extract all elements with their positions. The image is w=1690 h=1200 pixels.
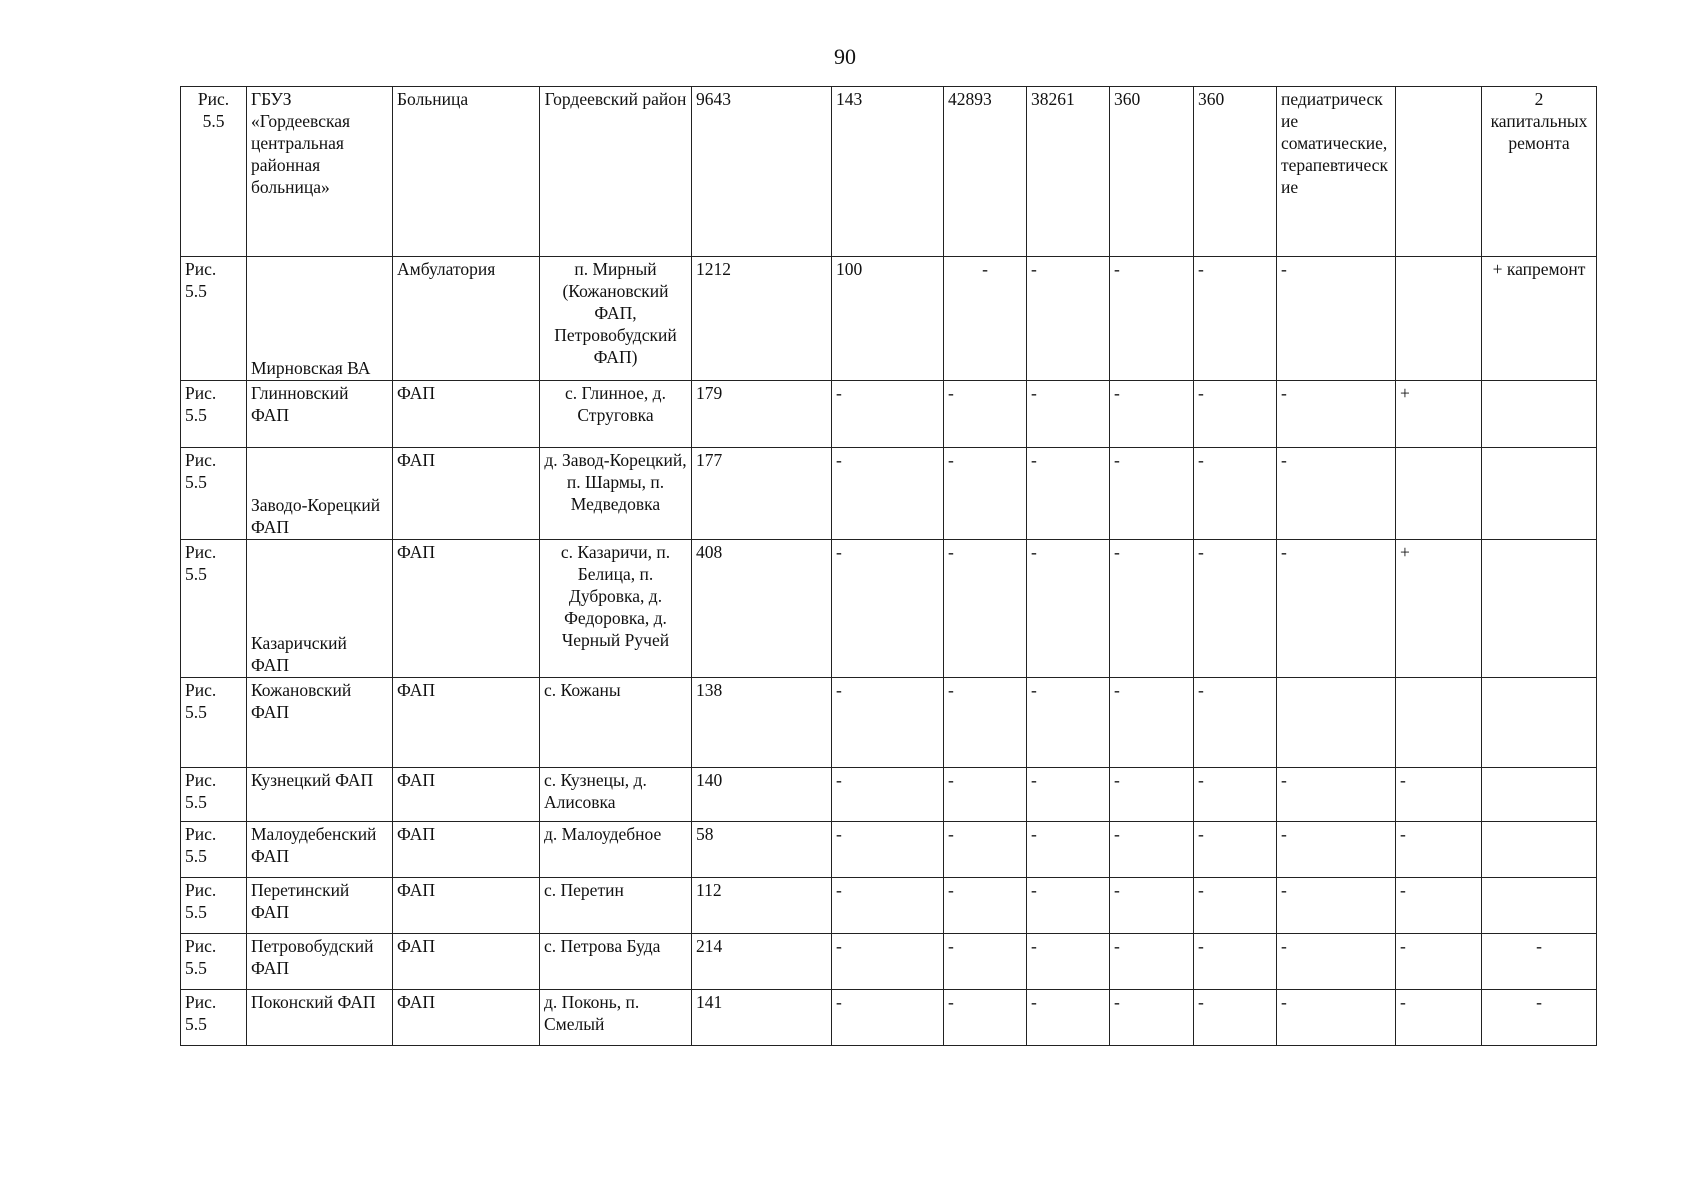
value-cell-12: +	[1396, 381, 1482, 448]
value-cell-8: 38261	[1027, 87, 1110, 257]
value-cell-6: -	[832, 381, 944, 448]
value-cell-5: 214	[692, 934, 832, 990]
value-cell-12	[1396, 257, 1482, 381]
value-cell-12: -	[1396, 768, 1482, 822]
value-cell-9: -	[1110, 678, 1194, 768]
profile-cell: -	[1277, 540, 1396, 678]
repair-cell: -	[1482, 934, 1597, 990]
value-cell-12: -	[1396, 990, 1482, 1046]
page-number: 90	[834, 44, 856, 69]
location-cell: с. Петрова Буда	[540, 934, 692, 990]
location-cell: с. Кузнецы, д. Алисовка	[540, 768, 692, 822]
value-cell-9: 360	[1110, 87, 1194, 257]
repair-cell: 2 капитальных ремонта	[1482, 87, 1597, 257]
figure-ref-cell: Рис. 5.5	[181, 448, 247, 540]
figure-ref-cell: Рис. 5.5	[181, 768, 247, 822]
value-cell-7: -	[944, 768, 1027, 822]
facility-name-cell: Мирновская ВА	[247, 257, 393, 381]
figure-ref-cell: Рис. 5.5	[181, 990, 247, 1046]
facility-type-cell: ФАП	[393, 934, 540, 990]
value-cell-12	[1396, 678, 1482, 768]
value-cell-7: -	[944, 678, 1027, 768]
value-cell-9: -	[1110, 381, 1194, 448]
profile-cell: -	[1277, 768, 1396, 822]
value-cell-6: -	[832, 540, 944, 678]
facility-name-cell: Петровобудский ФАП	[247, 934, 393, 990]
value-cell-7: -	[944, 448, 1027, 540]
figure-ref-cell: Рис. 5.5	[181, 934, 247, 990]
table-row	[181, 87, 1597, 257]
location-cell: Гордеевский район	[540, 87, 692, 257]
facility-name-cell: Малоудебенский ФАП	[247, 822, 393, 878]
value-cell-5: 1212	[692, 257, 832, 381]
value-cell-10: -	[1194, 540, 1277, 678]
location-cell: д. Завод-Корецкий, п. Шармы, п. Медведовка	[540, 448, 692, 540]
value-cell-5: 58	[692, 822, 832, 878]
value-cell-9: -	[1110, 768, 1194, 822]
table-row	[181, 990, 1597, 1046]
location-cell: с. Перетин	[540, 878, 692, 934]
facility-name-cell: ГБУЗ «Гордеевская центральная районная больница»	[247, 87, 393, 257]
value-cell-12: -	[1396, 934, 1482, 990]
repair-cell	[1482, 540, 1597, 678]
facility-name-cell: Казаричский ФАП	[247, 540, 393, 678]
value-cell-10: 360	[1194, 87, 1277, 257]
facility-name-cell: Кузнецкий ФАП	[247, 768, 393, 822]
figure-ref-cell: Рис. 5.5	[181, 822, 247, 878]
value-cell-8: -	[1027, 878, 1110, 934]
value-cell-6: -	[832, 448, 944, 540]
table-row	[181, 448, 1597, 540]
value-cell-12	[1396, 448, 1482, 540]
value-cell-10: -	[1194, 448, 1277, 540]
value-cell-7: -	[944, 878, 1027, 934]
profile-cell: -	[1277, 990, 1396, 1046]
figure-ref-cell: Рис. 5.5	[181, 257, 247, 381]
table-row	[181, 934, 1597, 990]
value-cell-9: -	[1110, 990, 1194, 1046]
figure-ref-cell: Рис. 5.5	[181, 381, 247, 448]
value-cell-5: 177	[692, 448, 832, 540]
profile-cell: педиатрические соматические, терапевтические	[1277, 87, 1396, 257]
value-cell-7: -	[944, 257, 1027, 381]
value-cell-5: 138	[692, 678, 832, 768]
facility-name-cell: Заводо-Корецкий ФАП	[247, 448, 393, 540]
profile-cell	[1277, 678, 1396, 768]
repair-cell	[1482, 768, 1597, 822]
facility-name-cell: Кожановский ФАП	[247, 678, 393, 768]
value-cell-5: 408	[692, 540, 832, 678]
facility-type-cell: ФАП	[393, 768, 540, 822]
profile-cell: -	[1277, 822, 1396, 878]
facility-type-cell: ФАП	[393, 990, 540, 1046]
repair-cell	[1482, 381, 1597, 448]
value-cell-6: 143	[832, 87, 944, 257]
value-cell-6: -	[832, 822, 944, 878]
value-cell-8: -	[1027, 678, 1110, 768]
value-cell-5: 112	[692, 878, 832, 934]
value-cell-10: -	[1194, 678, 1277, 768]
value-cell-5: 141	[692, 990, 832, 1046]
value-cell-12: +	[1396, 540, 1482, 678]
facility-type-cell: Больница	[393, 87, 540, 257]
value-cell-8: -	[1027, 257, 1110, 381]
value-cell-9: -	[1110, 257, 1194, 381]
table-row	[181, 678, 1597, 768]
value-cell-6: -	[832, 990, 944, 1046]
location-cell: с. Глинное, д. Струговка	[540, 381, 692, 448]
table-row	[181, 257, 1597, 381]
value-cell-8: -	[1027, 540, 1110, 678]
repair-cell	[1482, 878, 1597, 934]
location-cell: д. Поконь, п. Смелый	[540, 990, 692, 1046]
facility-name-cell: Перетинский ФАП	[247, 878, 393, 934]
value-cell-8: -	[1027, 768, 1110, 822]
profile-cell: -	[1277, 257, 1396, 381]
repair-cell	[1482, 448, 1597, 540]
value-cell-10: -	[1194, 990, 1277, 1046]
table-row	[181, 768, 1597, 822]
value-cell-8: -	[1027, 822, 1110, 878]
profile-cell: -	[1277, 934, 1396, 990]
table-row	[181, 540, 1597, 678]
table-row	[181, 878, 1597, 934]
value-cell-6: -	[832, 678, 944, 768]
value-cell-5: 140	[692, 768, 832, 822]
value-cell-6: -	[832, 934, 944, 990]
facilities-table	[180, 86, 1597, 1046]
facility-type-cell: ФАП	[393, 448, 540, 540]
value-cell-8: -	[1027, 990, 1110, 1046]
value-cell-9: -	[1110, 878, 1194, 934]
value-cell-7: -	[944, 934, 1027, 990]
location-cell: с. Кожаны	[540, 678, 692, 768]
facility-type-cell: ФАП	[393, 878, 540, 934]
figure-ref-cell: Рис. 5.5	[181, 678, 247, 768]
repair-cell: -	[1482, 990, 1597, 1046]
facility-type-cell: ФАП	[393, 678, 540, 768]
value-cell-6: -	[832, 878, 944, 934]
profile-cell: -	[1277, 878, 1396, 934]
figure-ref-cell: Рис. 5.5	[181, 878, 247, 934]
facility-type-cell: Амбулатория	[393, 257, 540, 381]
value-cell-5: 179	[692, 381, 832, 448]
value-cell-5: 9643	[692, 87, 832, 257]
value-cell-7: -	[944, 381, 1027, 448]
value-cell-9: -	[1110, 934, 1194, 990]
facility-name-cell: Глинновский ФАП	[247, 381, 393, 448]
profile-cell: -	[1277, 448, 1396, 540]
value-cell-10: -	[1194, 822, 1277, 878]
figure-ref-cell: Рис. 5.5	[181, 87, 247, 257]
repair-cell: + капремонт	[1482, 257, 1597, 381]
value-cell-12: -	[1396, 822, 1482, 878]
location-cell: д. Малоудебное	[540, 822, 692, 878]
value-cell-6: 100	[832, 257, 944, 381]
value-cell-8: -	[1027, 381, 1110, 448]
table-row	[181, 822, 1597, 878]
value-cell-10: -	[1194, 257, 1277, 381]
facility-type-cell: ФАП	[393, 381, 540, 448]
value-cell-8: -	[1027, 448, 1110, 540]
value-cell-9: -	[1110, 448, 1194, 540]
value-cell-7: -	[944, 990, 1027, 1046]
value-cell-7: -	[944, 540, 1027, 678]
facility-name-cell: Поконский ФАП	[247, 990, 393, 1046]
facility-type-cell: ФАП	[393, 540, 540, 678]
value-cell-8: -	[1027, 934, 1110, 990]
profile-cell: -	[1277, 381, 1396, 448]
value-cell-7: -	[944, 822, 1027, 878]
figure-ref-cell: Рис. 5.5	[181, 540, 247, 678]
value-cell-6: -	[832, 768, 944, 822]
value-cell-10: -	[1194, 878, 1277, 934]
value-cell-10: -	[1194, 934, 1277, 990]
value-cell-12	[1396, 87, 1482, 257]
value-cell-10: -	[1194, 768, 1277, 822]
value-cell-12: -	[1396, 878, 1482, 934]
repair-cell	[1482, 678, 1597, 768]
value-cell-9: -	[1110, 540, 1194, 678]
value-cell-7: 42893	[944, 87, 1027, 257]
location-cell: п. Мирный (Кожановский ФАП, Петровобудский ФАП)	[540, 257, 692, 381]
value-cell-10: -	[1194, 381, 1277, 448]
location-cell: с. Казаричи, п. Белица, п. Дубровка, д. Федоровка, д. Черный Ручей	[540, 540, 692, 678]
value-cell-9: -	[1110, 822, 1194, 878]
facility-type-cell: ФАП	[393, 822, 540, 878]
table-row	[181, 381, 1597, 448]
repair-cell	[1482, 822, 1597, 878]
